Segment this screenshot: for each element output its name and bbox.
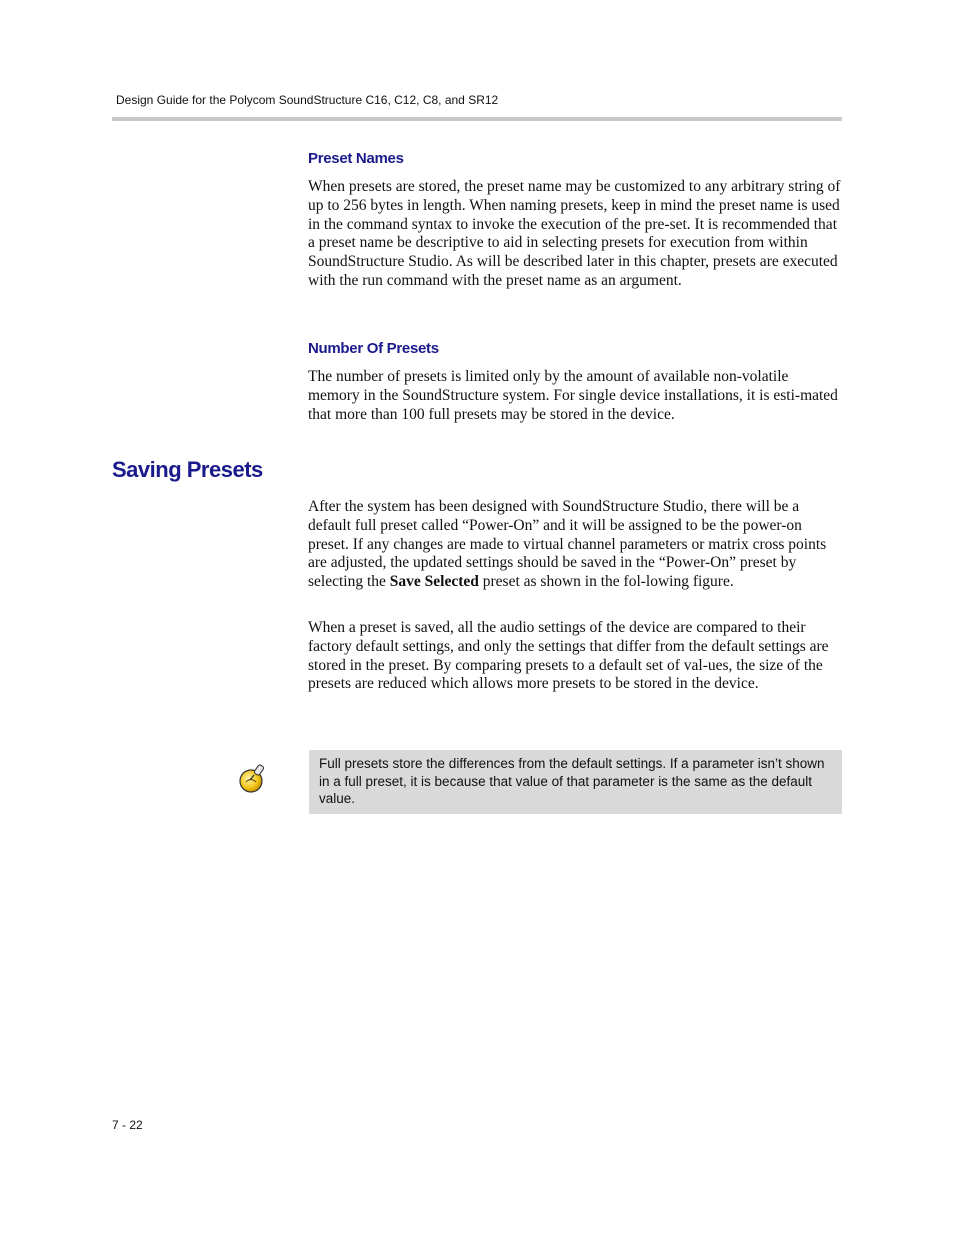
paragraph-text: preset as shown in the fol-lowing figure. — [478, 573, 734, 591]
note-box: Full presets store the differences from the default settings. If a parameter isn’t shown in a full preset, it is because that value of that parameter is the same as the default value. — [309, 750, 842, 814]
page-number: 7 - 22 — [112, 1118, 143, 1132]
paragraph-number-of-presets: The number of presets is limited only by the amount of available non-volatile memory in the SoundStructure system. For single device installations, it is esti-mated that more than 100 full presets may be stored in the device. — [308, 368, 838, 423]
paragraph-text: After the system has been designed with SoundStructure Studio, there will be a default full preset called “Power-On” and it will be assigned to be the power-on preset. If any changes are made to virtual channel parameters or matrix cross points are adjusted, the updated settings should be saved in the “Power-On” preset by selecting the — [308, 498, 827, 591]
heading-number-of-presets: Number Of Presets — [308, 340, 439, 357]
ui-term-save-selected: Save Selected — [389, 573, 479, 591]
paragraph-preset-names: When presets are stored, the preset name may be customized to any arbitrary string of up to 256 bytes in length. When naming presets, keep in mind the preset name is used in the command syntax to invoke the execution of the pre-set. It is recommended that a preset name be descriptive to aid in selecting presets for execution from within SoundStructure Studio. As will be described later in this chapter, presets are executed with the run command with the preset name as an argument. — [308, 178, 841, 289]
heading-preset-names: Preset Names — [308, 150, 404, 167]
paragraph-saving-presets-1 — [308, 498, 842, 592]
heading-saving-presets: Saving Presets — [112, 457, 263, 482]
paragraph-saving-presets-2: When a preset is saved, all the audio settings of the device are compared to their factory default settings, and only the settings that differ from the default settings are stored in the preset. By comparing presets to a default set of val-ues, the size of the presets are reduced which allows more presets to be stored in the device. — [308, 619, 829, 693]
header-rule — [112, 117, 842, 121]
running-header: Design Guide for the Polycom SoundStructure C16, C12, C8, and SR12 — [116, 93, 499, 107]
note-pin-icon — [238, 763, 268, 795]
